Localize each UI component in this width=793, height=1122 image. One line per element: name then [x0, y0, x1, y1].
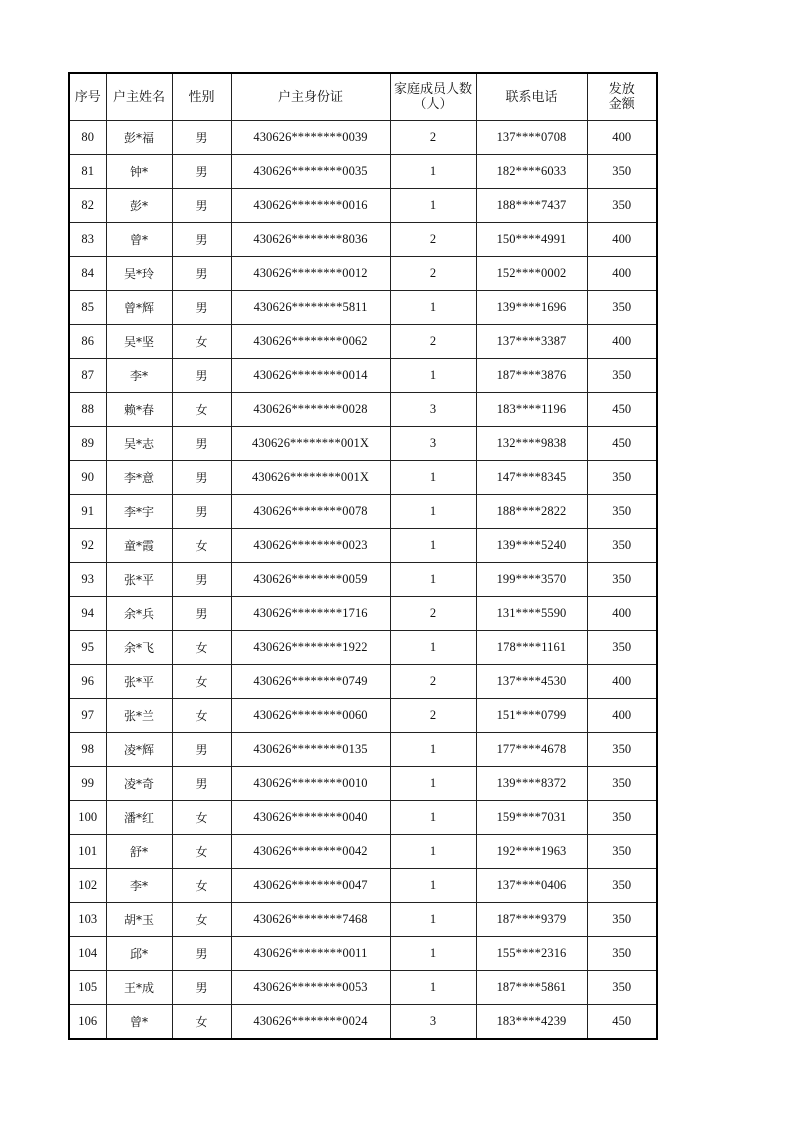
table-row: [69, 597, 657, 631]
cell-amount: 350: [587, 461, 657, 495]
cell-householder-name: 吴*志: [106, 427, 172, 461]
cell-id-number: 430626********0047: [231, 869, 390, 903]
cell-phone: 132****9838: [476, 427, 587, 461]
cell-id-number: 430626********0014: [231, 359, 390, 393]
cell-family-members: 1: [390, 291, 476, 325]
cell-householder-name: 张*平: [106, 665, 172, 699]
table-row: [69, 767, 657, 801]
cell-family-members: 1: [390, 155, 476, 189]
cell-householder-name: 童*霞: [106, 529, 172, 563]
cell-householder-name: 李*: [106, 869, 172, 903]
cell-family-members: 3: [390, 393, 476, 427]
cell-phone: 131****5590: [476, 597, 587, 631]
table-row: [69, 155, 657, 189]
header-id-number: 户主身份证: [231, 73, 390, 121]
cell-amount: 350: [587, 903, 657, 937]
cell-family-members: 3: [390, 427, 476, 461]
cell-sex: 男: [172, 257, 231, 291]
cell-id-number: 430626********0053: [231, 971, 390, 1005]
cell-serial-no: 96: [69, 665, 106, 699]
cell-id-number: 430626********0011: [231, 937, 390, 971]
cell-amount: 350: [587, 971, 657, 1005]
cell-phone: 187****9379: [476, 903, 587, 937]
cell-family-members: 1: [390, 359, 476, 393]
cell-amount: 350: [587, 733, 657, 767]
cell-phone: 137****0406: [476, 869, 587, 903]
cell-phone: 139****1696: [476, 291, 587, 325]
cell-id-number: 430626********0024: [231, 1005, 390, 1040]
cell-sex: 女: [172, 869, 231, 903]
cell-amount: 350: [587, 189, 657, 223]
cell-family-members: 1: [390, 189, 476, 223]
table-row: [69, 291, 657, 325]
cell-householder-name: 邱*: [106, 937, 172, 971]
cell-family-members: 1: [390, 563, 476, 597]
cell-sex: 女: [172, 801, 231, 835]
cell-amount: 350: [587, 937, 657, 971]
cell-sex: 男: [172, 121, 231, 155]
cell-sex: 女: [172, 903, 231, 937]
cell-family-members: 1: [390, 461, 476, 495]
cell-householder-name: 吴*坚: [106, 325, 172, 359]
table-row: [69, 903, 657, 937]
cell-phone: 178****1161: [476, 631, 587, 665]
cell-serial-no: 85: [69, 291, 106, 325]
cell-householder-name: 曾*: [106, 1005, 172, 1040]
cell-sex: 女: [172, 835, 231, 869]
cell-amount: 400: [587, 223, 657, 257]
cell-householder-name: 吴*玲: [106, 257, 172, 291]
table-row: [69, 971, 657, 1005]
cell-sex: 男: [172, 359, 231, 393]
cell-id-number: 430626********0028: [231, 393, 390, 427]
cell-serial-no: 80: [69, 121, 106, 155]
cell-phone: 150****4991: [476, 223, 587, 257]
cell-serial-no: 104: [69, 937, 106, 971]
table-body: [69, 121, 657, 1040]
cell-householder-name: 王*成: [106, 971, 172, 1005]
table-row: [69, 427, 657, 461]
cell-amount: 350: [587, 767, 657, 801]
cell-family-members: 2: [390, 665, 476, 699]
cell-id-number: 430626********0040: [231, 801, 390, 835]
table-row: [69, 801, 657, 835]
cell-sex: 男: [172, 971, 231, 1005]
table-row: [69, 223, 657, 257]
cell-sex: 女: [172, 665, 231, 699]
cell-serial-no: 101: [69, 835, 106, 869]
cell-family-members: 1: [390, 937, 476, 971]
cell-householder-name: 彭*福: [106, 121, 172, 155]
cell-serial-no: 90: [69, 461, 106, 495]
cell-serial-no: 92: [69, 529, 106, 563]
cell-serial-no: 84: [69, 257, 106, 291]
cell-amount: 350: [587, 155, 657, 189]
cell-sex: 男: [172, 461, 231, 495]
distribution-table-sheet: [68, 72, 658, 1040]
cell-amount: 350: [587, 495, 657, 529]
cell-serial-no: 88: [69, 393, 106, 427]
header-family-members: [390, 73, 476, 121]
cell-householder-name: 凌*辉: [106, 733, 172, 767]
cell-family-members: 2: [390, 223, 476, 257]
header-phone: 联系电话: [476, 73, 587, 121]
cell-sex: 男: [172, 495, 231, 529]
cell-phone: 139****5240: [476, 529, 587, 563]
cell-id-number: 430626********5811: [231, 291, 390, 325]
cell-id-number: 430626********0012: [231, 257, 390, 291]
cell-family-members: 1: [390, 529, 476, 563]
cell-amount: 400: [587, 325, 657, 359]
cell-amount: 400: [587, 121, 657, 155]
cell-family-members: 1: [390, 835, 476, 869]
table-row: [69, 393, 657, 427]
header-family-members-line1: 家庭成员人数: [393, 82, 472, 97]
cell-householder-name: 彭*: [106, 189, 172, 223]
cell-sex: 女: [172, 393, 231, 427]
cell-amount: 450: [587, 1005, 657, 1040]
cell-phone: 137****3387: [476, 325, 587, 359]
cell-id-number: 430626********0749: [231, 665, 390, 699]
cell-family-members: 2: [390, 597, 476, 631]
table-row: [69, 665, 657, 699]
cell-phone: 151****0799: [476, 699, 587, 733]
cell-phone: 192****1963: [476, 835, 587, 869]
cell-phone: 159****7031: [476, 801, 587, 835]
cell-householder-name: 李*意: [106, 461, 172, 495]
cell-serial-no: 83: [69, 223, 106, 257]
cell-phone: 182****6033: [476, 155, 587, 189]
cell-family-members: 2: [390, 121, 476, 155]
cell-serial-no: 98: [69, 733, 106, 767]
household-subsidy-table: [68, 72, 658, 1040]
cell-serial-no: 105: [69, 971, 106, 1005]
cell-family-members: 1: [390, 631, 476, 665]
cell-id-number: 430626********8036: [231, 223, 390, 257]
cell-sex: 男: [172, 597, 231, 631]
cell-phone: 187****5861: [476, 971, 587, 1005]
cell-amount: 350: [587, 529, 657, 563]
cell-householder-name: 凌*奇: [106, 767, 172, 801]
cell-sex: 女: [172, 631, 231, 665]
cell-serial-no: 81: [69, 155, 106, 189]
cell-serial-no: 106: [69, 1005, 106, 1040]
cell-amount: 400: [587, 597, 657, 631]
cell-amount: 350: [587, 869, 657, 903]
cell-sex: 男: [172, 155, 231, 189]
cell-sex: 男: [172, 733, 231, 767]
header-amount-line2: 金额: [608, 97, 635, 112]
header-sex: 性别: [172, 73, 231, 121]
cell-amount: 400: [587, 665, 657, 699]
cell-phone: 147****8345: [476, 461, 587, 495]
cell-id-number: 430626********0039: [231, 121, 390, 155]
cell-family-members: 1: [390, 767, 476, 801]
cell-family-members: 1: [390, 869, 476, 903]
cell-id-number: 430626********7468: [231, 903, 390, 937]
cell-serial-no: 86: [69, 325, 106, 359]
cell-id-number: 430626********0035: [231, 155, 390, 189]
cell-phone: 188****7437: [476, 189, 587, 223]
table-row: [69, 495, 657, 529]
table-row: [69, 325, 657, 359]
cell-serial-no: 95: [69, 631, 106, 665]
cell-sex: 男: [172, 767, 231, 801]
cell-phone: 152****0002: [476, 257, 587, 291]
cell-id-number: 430626********0135: [231, 733, 390, 767]
cell-serial-no: 82: [69, 189, 106, 223]
table-row: [69, 461, 657, 495]
table-row: [69, 1005, 657, 1040]
cell-sex: 女: [172, 699, 231, 733]
table-row: [69, 121, 657, 155]
cell-sex: 男: [172, 291, 231, 325]
cell-householder-name: 张*兰: [106, 699, 172, 733]
cell-phone: 137****4530: [476, 665, 587, 699]
cell-serial-no: 97: [69, 699, 106, 733]
cell-family-members: 2: [390, 699, 476, 733]
cell-id-number: 430626********0078: [231, 495, 390, 529]
cell-family-members: 1: [390, 733, 476, 767]
cell-serial-no: 102: [69, 869, 106, 903]
cell-id-number: 430626********0023: [231, 529, 390, 563]
table-row: [69, 835, 657, 869]
cell-sex: 女: [172, 529, 231, 563]
cell-phone: 183****4239: [476, 1005, 587, 1040]
cell-amount: 350: [587, 801, 657, 835]
cell-householder-name: 李*宇: [106, 495, 172, 529]
cell-amount: 350: [587, 359, 657, 393]
cell-phone: 177****4678: [476, 733, 587, 767]
cell-amount: 350: [587, 631, 657, 665]
cell-householder-name: 钟*: [106, 155, 172, 189]
cell-family-members: 2: [390, 325, 476, 359]
cell-householder-name: 余*飞: [106, 631, 172, 665]
cell-family-members: 1: [390, 495, 476, 529]
cell-serial-no: 87: [69, 359, 106, 393]
cell-phone: 139****8372: [476, 767, 587, 801]
cell-phone: 183****1196: [476, 393, 587, 427]
cell-sex: 女: [172, 1005, 231, 1040]
cell-id-number: 430626********0059: [231, 563, 390, 597]
table-row: [69, 937, 657, 971]
table-row: [69, 359, 657, 393]
cell-householder-name: 张*平: [106, 563, 172, 597]
cell-serial-no: 103: [69, 903, 106, 937]
cell-id-number: 430626********0016: [231, 189, 390, 223]
cell-amount: 350: [587, 835, 657, 869]
table-row: [69, 733, 657, 767]
cell-serial-no: 89: [69, 427, 106, 461]
cell-householder-name: 胡*玉: [106, 903, 172, 937]
header-amount-line1: 发放: [608, 82, 635, 97]
table-row: [69, 699, 657, 733]
cell-phone: 155****2316: [476, 937, 587, 971]
header-serial-no: 序号: [69, 73, 106, 121]
cell-serial-no: 99: [69, 767, 106, 801]
cell-householder-name: 余*兵: [106, 597, 172, 631]
table-row: [69, 257, 657, 291]
cell-householder-name: 潘*红: [106, 801, 172, 835]
cell-sex: 男: [172, 223, 231, 257]
cell-amount: 400: [587, 699, 657, 733]
cell-id-number: 430626********0062: [231, 325, 390, 359]
cell-householder-name: 赖*春: [106, 393, 172, 427]
cell-id-number: 430626********0042: [231, 835, 390, 869]
cell-phone: 187****3876: [476, 359, 587, 393]
cell-amount: 400: [587, 257, 657, 291]
cell-sex: 男: [172, 427, 231, 461]
cell-sex: 女: [172, 325, 231, 359]
cell-family-members: 3: [390, 1005, 476, 1040]
table-header-row: [69, 73, 657, 121]
cell-serial-no: 93: [69, 563, 106, 597]
cell-sex: 男: [172, 563, 231, 597]
cell-phone: 199****3570: [476, 563, 587, 597]
cell-family-members: 1: [390, 801, 476, 835]
table-row: [69, 869, 657, 903]
cell-serial-no: 91: [69, 495, 106, 529]
header-family-members-line2: （人）: [413, 97, 453, 112]
cell-id-number: 430626********0010: [231, 767, 390, 801]
cell-id-number: 430626********001X: [231, 427, 390, 461]
cell-serial-no: 94: [69, 597, 106, 631]
cell-family-members: 1: [390, 903, 476, 937]
cell-householder-name: 曾*: [106, 223, 172, 257]
cell-householder-name: 李*: [106, 359, 172, 393]
cell-amount: 350: [587, 563, 657, 597]
cell-id-number: 430626********1716: [231, 597, 390, 631]
cell-id-number: 430626********001X: [231, 461, 390, 495]
cell-phone: 137****0708: [476, 121, 587, 155]
table-row: [69, 563, 657, 597]
cell-family-members: 1: [390, 971, 476, 1005]
cell-amount: 450: [587, 393, 657, 427]
cell-amount: 350: [587, 291, 657, 325]
cell-sex: 男: [172, 937, 231, 971]
cell-phone: 188****2822: [476, 495, 587, 529]
cell-householder-name: 舒*: [106, 835, 172, 869]
cell-serial-no: 100: [69, 801, 106, 835]
cell-family-members: 2: [390, 257, 476, 291]
table-row: [69, 189, 657, 223]
table-row: [69, 631, 657, 665]
header-amount: [587, 73, 657, 121]
table-row: [69, 529, 657, 563]
header-householder-name: 户主姓名: [106, 73, 172, 121]
cell-id-number: 430626********0060: [231, 699, 390, 733]
cell-amount: 450: [587, 427, 657, 461]
cell-sex: 男: [172, 189, 231, 223]
cell-id-number: 430626********1922: [231, 631, 390, 665]
cell-householder-name: 曾*辉: [106, 291, 172, 325]
